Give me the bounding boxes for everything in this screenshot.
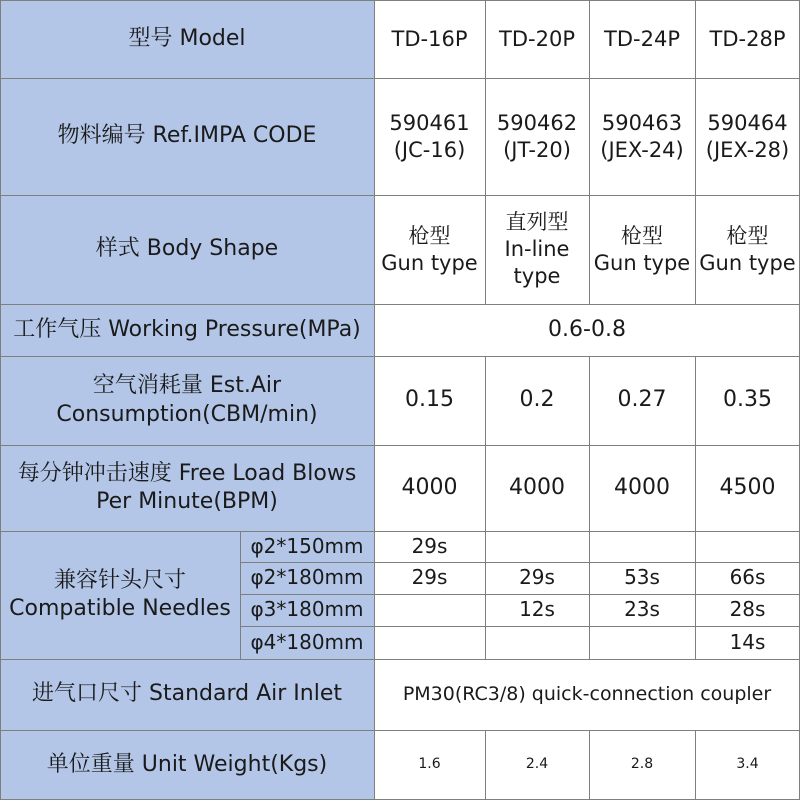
model-label: 型号 Model	[128, 25, 246, 51]
blows-cell	[374, 445, 485, 531]
grid-line	[589, 0, 590, 304]
grid-line	[695, 356, 696, 659]
shape-cell	[695, 195, 800, 304]
grid-line	[695, 730, 696, 800]
blows-value: 4000	[614, 474, 670, 500]
weight-label-cell	[0, 730, 374, 800]
needle-cell	[374, 626, 485, 659]
grid-line	[0, 0, 1, 800]
grid-line	[589, 356, 590, 659]
grid-line	[374, 0, 375, 800]
inlet-label: 进气口尺寸 Standard Air Inlet	[32, 681, 342, 707]
needle-cell	[695, 531, 800, 562]
needle-value: 29s	[519, 565, 555, 590]
blows-label-line2: Per Minute(BPM)	[96, 489, 278, 514]
shape-text: Gun type	[381, 250, 478, 275]
needle-cell	[695, 562, 800, 594]
grid-line	[485, 0, 486, 304]
blows-label-line1: 每分钟冲击速度 Free Load Blows	[17, 460, 357, 486]
air-label-line1: 空气消耗量 Est.Air	[92, 373, 282, 399]
needle-cell	[485, 562, 589, 594]
impa-code: 590462	[496, 110, 578, 135]
grid-line	[0, 730, 800, 731]
air-value: 0.15	[405, 387, 454, 413]
pressure-cell	[374, 304, 800, 356]
impa-code: 590461	[389, 110, 470, 135]
model-cell	[485, 0, 589, 78]
needles-label-line2: Compatible Needles	[9, 596, 231, 621]
grid-line	[240, 562, 800, 563]
grid-line	[0, 0, 800, 1]
grid-line	[589, 730, 590, 800]
needle-value: 29s	[411, 533, 448, 558]
grid-line	[485, 730, 486, 800]
weight-value: 2.8	[630, 756, 654, 773]
needle-cell	[589, 594, 695, 626]
shape-text: 枪型	[408, 223, 451, 248]
blows-cell	[589, 445, 695, 531]
weight-value: 1.6	[418, 756, 441, 773]
inlet-label-cell	[0, 659, 374, 730]
grid-line	[0, 659, 800, 660]
air-cell	[695, 356, 800, 445]
model-label-cell	[0, 0, 374, 78]
air-cell	[485, 356, 589, 445]
needle-size-cell	[240, 531, 374, 562]
needle-size: φ3*180mm	[250, 597, 364, 622]
weight-value: 2.4	[525, 756, 549, 773]
air-value: 0.27	[617, 387, 667, 413]
blows-value: 4000	[509, 474, 565, 500]
shape-label: 样式 Body Shape	[95, 236, 279, 262]
needle-size-cell	[240, 626, 374, 659]
weight-cell	[485, 730, 589, 800]
weight-cell	[589, 730, 695, 800]
model-value: TD-16P	[391, 26, 468, 51]
weight-cell	[374, 730, 485, 800]
grid-line	[0, 78, 800, 79]
impa-label: 物料编号 Ref.IMPA CODE	[57, 123, 317, 149]
blows-cell	[695, 445, 800, 531]
needle-cell	[695, 626, 800, 659]
needle-size-cell	[240, 594, 374, 626]
shape-cell	[485, 195, 589, 304]
impa-cell	[589, 78, 695, 195]
impa-alt: (JEX-28)	[705, 137, 790, 162]
air-cell	[374, 356, 485, 445]
weight-cell	[695, 730, 800, 800]
shape-text: Gun type	[593, 250, 691, 275]
impa-code: 590464	[707, 110, 788, 135]
weight-value: 3.4	[736, 756, 759, 773]
needle-size: φ2*150mm	[250, 533, 364, 558]
shape-cell	[374, 195, 485, 304]
needle-cell	[485, 531, 589, 562]
grid-line	[485, 356, 486, 659]
needle-cell	[485, 594, 589, 626]
pressure-label: 工作气压 Working Pressure(MPa)	[13, 316, 361, 342]
air-value: 0.35	[723, 387, 772, 413]
grid-line	[0, 445, 800, 446]
impa-code: 590463	[601, 110, 683, 135]
needle-size: φ4*180mm	[250, 629, 364, 654]
pressure-value: 0.6-0.8	[548, 316, 626, 342]
weight-label: 单位重量 Unit Weight(Kgs)	[46, 751, 328, 777]
shape-text: Gun type	[699, 250, 796, 275]
needle-value: 66s	[729, 565, 766, 590]
needle-value: 53s	[624, 565, 660, 590]
impa-cell	[374, 78, 485, 195]
needle-cell	[374, 531, 485, 562]
grid-line	[695, 0, 696, 304]
shape-text: 枪型	[621, 223, 663, 248]
air-value: 0.2	[519, 387, 555, 413]
grid-line	[240, 626, 800, 627]
impa-alt: (JEX-24)	[600, 137, 684, 162]
needle-cell	[374, 562, 485, 594]
needle-cell	[485, 626, 589, 659]
blows-value: 4500	[719, 474, 776, 500]
blows-value: 4000	[401, 474, 458, 500]
needle-size: φ2*180mm	[250, 565, 364, 590]
model-cell	[695, 0, 800, 78]
needle-size-cell	[240, 562, 374, 594]
shape-text: In-line	[504, 237, 570, 262]
model-value: TD-20P	[499, 26, 575, 51]
needle-value: 23s	[624, 597, 660, 622]
grid-line	[240, 594, 800, 595]
air-label-line2: Consumption(CBM/min)	[56, 401, 318, 427]
model-cell	[589, 0, 695, 78]
inlet-value: PM30(RC3/8) quick-connection coupler	[402, 683, 772, 706]
needle-cell	[695, 594, 800, 626]
model-cell	[374, 0, 485, 78]
needle-cell	[589, 531, 695, 562]
blows-cell	[485, 445, 589, 531]
impa-cell	[485, 78, 589, 195]
grid-line	[0, 304, 800, 305]
air-cell	[589, 356, 695, 445]
shape-cell	[589, 195, 695, 304]
impa-alt: (JC-16)	[393, 137, 466, 162]
needle-value: 29s	[411, 565, 448, 590]
impa-cell	[695, 78, 800, 195]
needle-cell	[589, 562, 695, 594]
shape-label-cell	[0, 195, 374, 304]
needle-value: 28s	[729, 597, 766, 622]
grid-line	[0, 195, 800, 196]
needles-label-cell	[0, 531, 240, 659]
model-value: TD-28P	[709, 26, 786, 51]
shape-text: type	[513, 263, 561, 288]
model-value: TD-24P	[604, 26, 680, 51]
impa-label-cell	[0, 78, 374, 195]
grid-line	[0, 531, 800, 532]
shape-text: 枪型	[726, 223, 769, 248]
needle-value: 12s	[519, 597, 555, 622]
pressure-label-cell	[0, 304, 374, 356]
shape-text: 直列型	[505, 210, 569, 235]
impa-alt: (JT-20)	[503, 137, 571, 162]
needles-label-line1: 兼容针头尺寸	[53, 567, 186, 593]
needle-value: 14s	[729, 629, 766, 654]
air-label-cell	[0, 356, 374, 445]
grid-line	[240, 531, 241, 659]
needle-cell	[374, 594, 485, 626]
inlet-cell	[374, 659, 800, 730]
blows-label-cell	[0, 445, 374, 531]
needle-cell	[589, 626, 695, 659]
grid-line	[0, 356, 800, 357]
